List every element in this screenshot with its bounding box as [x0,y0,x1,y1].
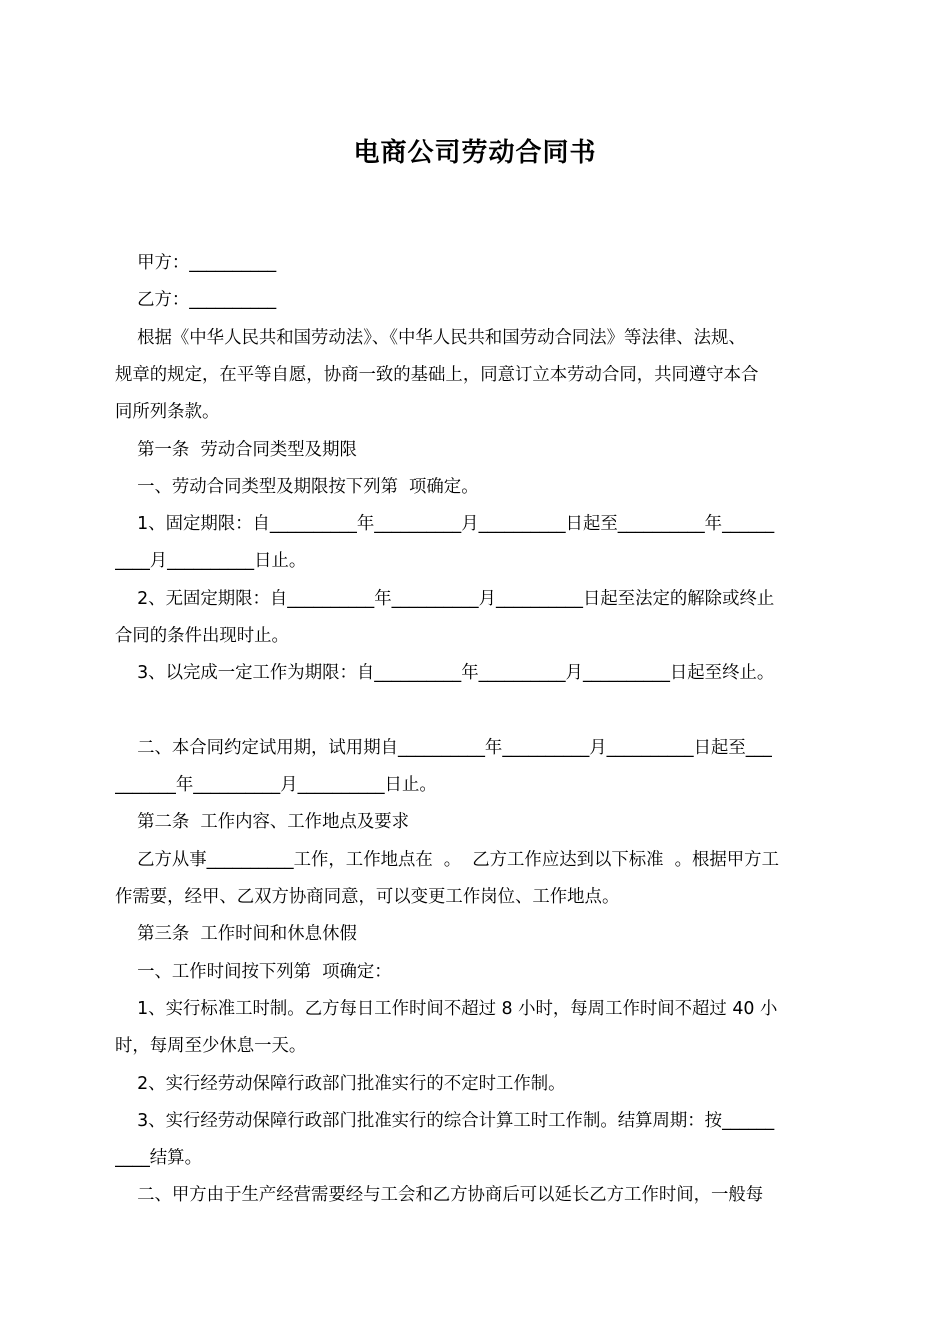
clause-line: 乙方从事__________工作，工作地点在 。 乙方工作应达到以下标准 。根据甲方工 [115,850,779,870]
preamble-line: 规章的规定，在平等自愿，协商一致的基础上，同意订立本劳动合同，共同遵守本合 [115,365,759,385]
preamble-line: 同所列条款。 [115,402,220,422]
clause-line: 3、实行经劳动保障行政部门批准实行的综合计算工时工作制。结算周期：按______ [115,1111,775,1131]
clause-line: 1、实行标准工时制。乙方每日工作时间不超过 8 小时，每周工作时间不超过 40 小 [115,999,778,1019]
clause-line: 二、甲方由于生产经营需要经与工会和乙方协商后可以延长乙方工作时间，一般每 [115,1185,764,1205]
clause-line: 合同的条件出现时止。 [115,626,289,646]
clause-line: 1、固定期限：自__________年__________月__________日起至__________年______ [115,514,775,534]
article-heading: 第一条 劳动合同类型及期限 [115,440,357,460]
clause-line: 时，每周至少休息一天。 [115,1036,307,1056]
clause-line: ____月__________日止。 [115,551,307,571]
document-title: 电商公司劳动合同书 [353,138,597,168]
clause-line: 2、无固定期限：自__________年__________月__________日起至法定的解除或终止 [115,589,775,609]
preamble-line: 根据《中华人民共和国劳动法》、《中华人民共和国劳动合同法》等法律、法规、 [115,328,746,348]
clause-line: 一、劳动合同类型及期限按下列第 项确定。 [115,477,479,497]
clause-line: 3、以完成一定工作为期限：自__________年__________月__________日起至终止。 [115,663,775,683]
party-a-line: 甲方：__________ [115,253,277,273]
clause-line: 2、实行经劳动保障行政部门批准实行的不定时工作制。 [115,1074,566,1094]
party-b-line: 乙方：__________ [115,290,277,310]
clause-line: _______年__________月__________日止。 [115,775,437,795]
article-heading: 第三条 工作时间和休息休假 [115,924,357,944]
clause-line: 二、本合同约定试用期，试用期自__________年__________月__________日起至___ [115,738,772,758]
article-heading: 第二条 工作内容、工作地点及要求 [115,812,410,832]
clause-line: 一、工作时间按下列第 项确定： [115,962,392,982]
clause-line: ____结算。 [115,1148,202,1168]
clause-line: 作需要，经甲、乙双方协商同意，可以变更工作岗位、工作地点。 [115,887,620,907]
